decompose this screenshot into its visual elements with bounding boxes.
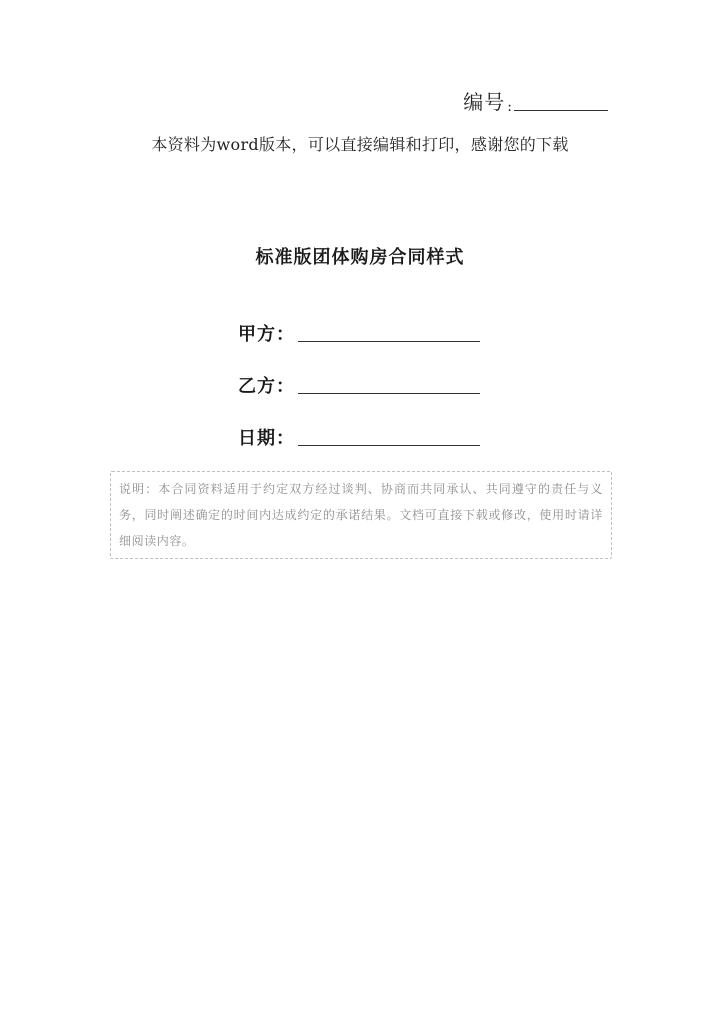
explanation-box: 说明：本合同资料适用于约定双方经过谈判、协商而共同承认、共同遵守的责任与义务，同时阐述确定的时间内达成约定的承诺结果。文档可直接下载或修改，使用时请详细阅读内容。 [110, 471, 612, 559]
date-row [238, 424, 480, 450]
serial-number-colon: : [507, 99, 512, 115]
party-b-colon: ： [276, 376, 294, 397]
download-notice: 本资料为word版本，可以直接编辑和打印，感谢您的下载 [151, 135, 569, 154]
serial-number-label: 编号 [463, 90, 506, 114]
document-title: 标准版团体购房合同样式 [255, 247, 465, 268]
serial-number-line [463, 86, 608, 115]
party-b-row [238, 372, 480, 398]
party-b-label: 乙方 [238, 376, 276, 397]
party-a-blank [298, 340, 480, 342]
date-label: 日期 [238, 428, 276, 449]
party-a-row [238, 320, 480, 346]
party-b-blank [298, 392, 480, 394]
serial-number-blank [514, 109, 608, 111]
party-a-colon: ： [276, 324, 294, 345]
date-colon: ： [276, 428, 294, 449]
party-a-label: 甲方 [238, 324, 276, 345]
date-blank [298, 444, 480, 446]
